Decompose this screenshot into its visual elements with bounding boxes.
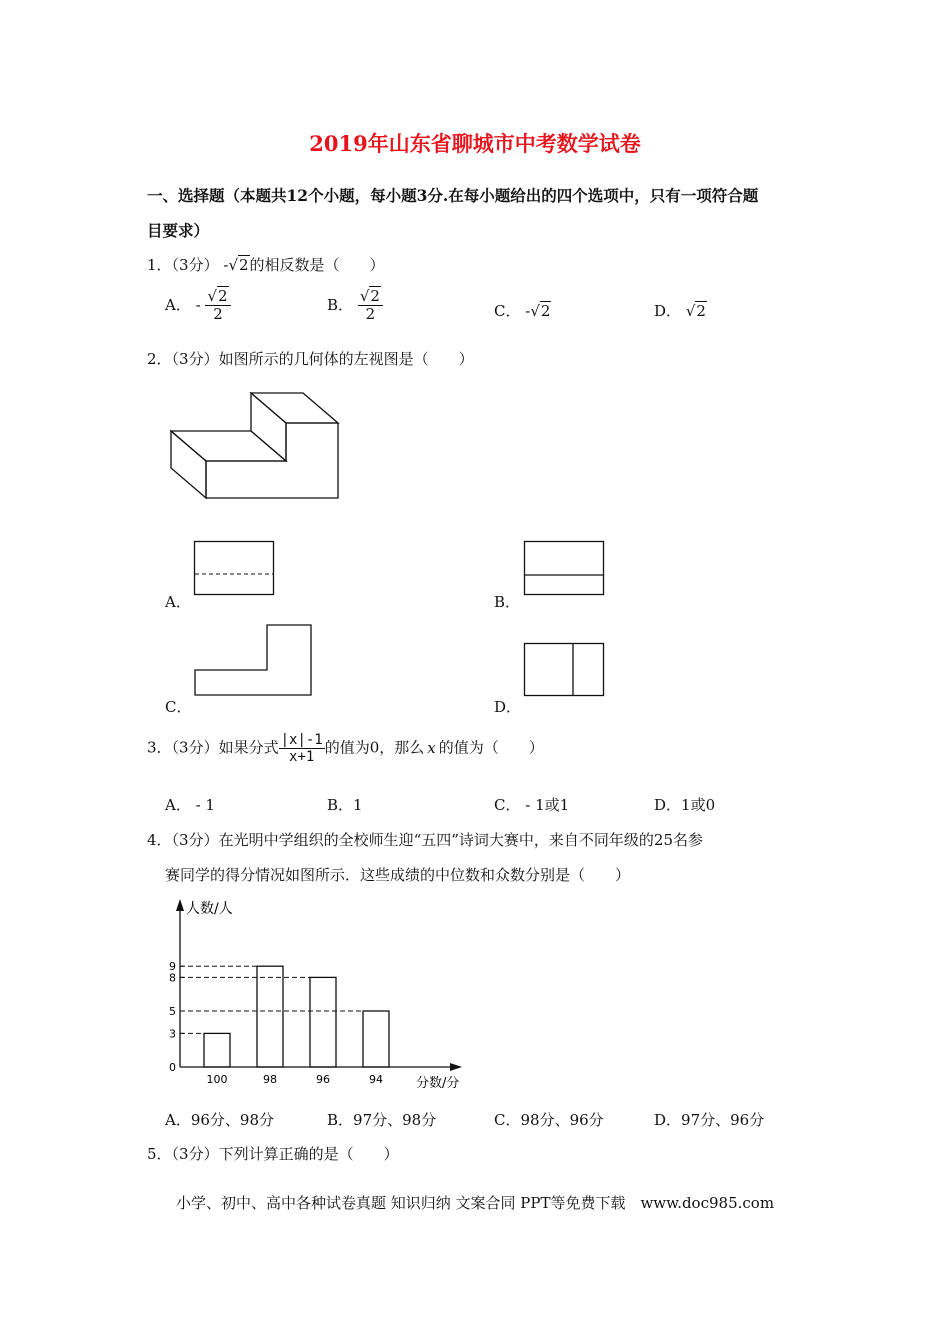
question-5: 5．（3分）下列计算正确的是（ ） — [147, 1145, 399, 1163]
sqrt-symbol: √2 — [685, 302, 706, 320]
section-heading-line1: 一、选择题（本题共12个小题，每小题3分.在每小题给出的四个选项中，只有一项符合题 — [147, 186, 759, 205]
bar — [204, 1033, 230, 1067]
question-1-prefix: 1．（3分） - — [147, 256, 229, 274]
q1-option-b-label: B． — [327, 295, 354, 314]
question-3-prefix: 3．（3分）如果分式 — [147, 738, 279, 757]
q3-option-b[interactable]: B．1 — [327, 796, 363, 814]
x-axis-arrow — [450, 1063, 462, 1071]
q3-option-d[interactable]: D．1或0 — [654, 796, 716, 814]
q1-option-a[interactable] — [165, 288, 231, 324]
q3-option-c[interactable]: C． - 1或1 — [494, 796, 570, 814]
question-3 — [147, 732, 544, 765]
question-4-line1: 4．（3分）在光明中学组织的全校师生迎“五四”诗词大赛中，来自不同年级的25名参 — [147, 831, 704, 849]
q3-option-a[interactable]: A． - 1 — [165, 796, 215, 814]
y-tick-label: 0 — [169, 1061, 176, 1074]
q1-option-a-sign: - — [195, 295, 201, 314]
y-tick-label: 5 — [169, 1005, 176, 1018]
fraction-numerator: |x|-1 — [280, 732, 323, 748]
section-heading-line2: 目要求） — [147, 221, 210, 240]
q2-option-d-view[interactable] — [523, 642, 607, 698]
q1-option-b-numerator: 2 — [370, 287, 380, 305]
q4-option-b[interactable]: B．97分、98分 — [327, 1111, 437, 1129]
fraction-denominator: x+1 — [289, 749, 315, 766]
x-tick-label: 100 — [206, 1073, 228, 1086]
q1-option-c-radicand: 2 — [540, 302, 551, 320]
question-3-fraction — [279, 732, 325, 765]
q4-option-c[interactable]: C．98分、96分 — [494, 1111, 604, 1129]
variable-x: x — [427, 738, 436, 757]
question-4-line2: 赛同学的得分情况如图所示．这些成绩的中位数和众数分别是（ ） — [165, 866, 631, 884]
x-axis-label: 分数/分 — [416, 1076, 460, 1091]
bar — [310, 977, 336, 1067]
q1-option-b-fraction: $\frac{√2}{2}$ — [358, 288, 383, 324]
x-tick-label: 98 — [263, 1073, 277, 1086]
q1-option-a-numerator: 2 — [218, 287, 228, 305]
q2-option-b-label[interactable]: B． — [494, 593, 521, 611]
q2-option-a-view[interactable] — [193, 540, 277, 598]
q2-option-c-view[interactable] — [193, 623, 313, 698]
q1-option-c[interactable] — [494, 300, 551, 321]
q1-option-d-label: D． — [654, 302, 682, 320]
question-1-radicand: 2 — [239, 256, 249, 274]
q4-option-d[interactable]: D．97分、96分 — [654, 1111, 765, 1129]
q1-option-b[interactable] — [327, 288, 383, 324]
x-tick-label: 94 — [369, 1073, 383, 1086]
q1-option-a-denominator: 2 — [213, 305, 223, 324]
solid-figure — [165, 380, 345, 505]
q2-option-a-label[interactable]: A． — [165, 593, 191, 611]
question-3-middle: 的值为0，那么 — [324, 738, 425, 757]
q1-option-c-sign: - — [525, 302, 531, 320]
y-tick-label: 8 — [169, 971, 176, 985]
question-2: 2．（3分）如图所示的几何体的左视图是（ ） — [147, 350, 474, 368]
q2-option-d-label[interactable]: D． — [494, 698, 522, 716]
bar — [257, 966, 283, 1067]
q1-option-d-radicand: 2 — [696, 302, 706, 320]
q2-option-c-label[interactable]: C． — [165, 698, 192, 716]
y-axis-arrow — [176, 899, 184, 911]
q1-option-c-label: C． — [494, 302, 521, 320]
footer-note: 小学、初中、高中各种试卷真题 知识归纳 文案合同 PPT等免费下载 www.doc985.com — [175, 1194, 775, 1212]
question-1-suffix: 的相反数是（ ） — [249, 256, 385, 274]
y-axis-label: 人数/人 — [186, 901, 233, 917]
q1-option-d[interactable] — [654, 300, 707, 321]
page-title: 2019年山东省聊城市中考数学试卷 — [309, 131, 641, 156]
sqrt-symbol: √2 — [228, 256, 249, 274]
x-tick-label: 96 — [316, 1073, 330, 1086]
q1-option-a-fraction: $\frac{√2}{2}$ — [205, 288, 230, 324]
q1-option-a-label: A． — [165, 295, 191, 314]
q2-option-b-view[interactable] — [523, 540, 607, 598]
question-1 — [147, 254, 385, 275]
bar — [363, 1011, 389, 1067]
sqrt-symbol: √2 — [530, 302, 551, 320]
y-tick-label: 9 — [169, 960, 176, 974]
q1-option-b-denominator: 2 — [365, 305, 376, 324]
question-3-suffix: 的值为（ ） — [438, 738, 544, 757]
bar-chart — [160, 893, 470, 1093]
q4-option-a[interactable]: A．96分、98分 — [165, 1111, 275, 1129]
y-tick-label: 3 — [169, 1027, 176, 1041]
